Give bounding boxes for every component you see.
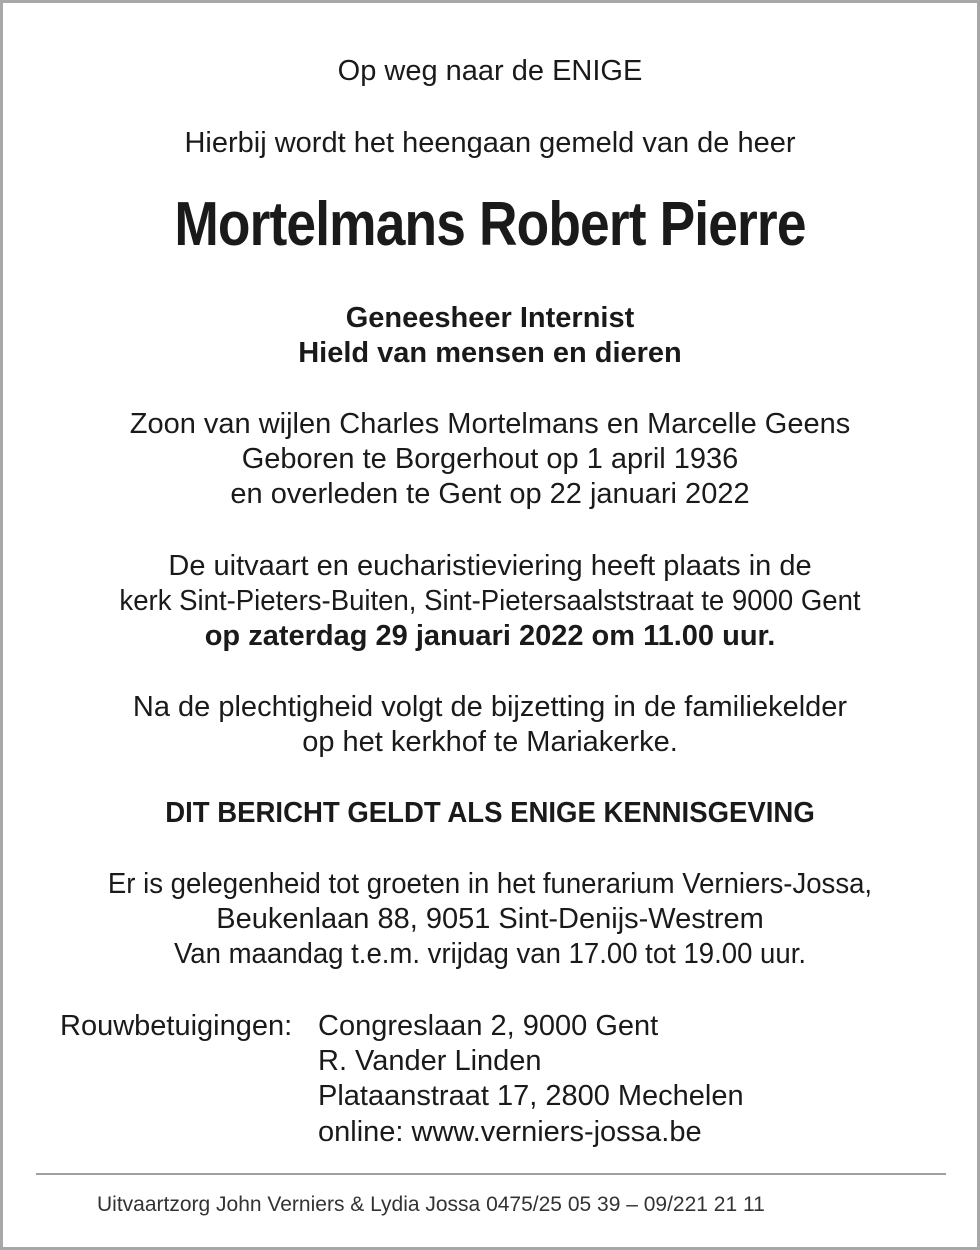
intro-text: Op weg naar de ENIGE	[337, 55, 643, 87]
funeral-datetime: op zaterdag 29 januari 2022 om 11.00 uur.	[204, 620, 776, 652]
condolences-online: online: www.verniers-jossa.be	[318, 1116, 702, 1148]
parents-text: Zoon van wijlen Charles Mortelmans en Marcelle Geens	[129, 408, 851, 440]
funeral-text-1: De uitvaart en eucharistieviering heeft plaats in de	[168, 550, 812, 582]
interment-text-1: Na de plechtigheid volgt de bijzetting in de familiekelder	[132, 691, 848, 723]
birth-text: Geboren te Borgerhout op 1 april 1936	[241, 443, 739, 475]
funeral-text-2: kerk Sint-Pieters-Buiten, Sint-Pietersaalststraat te 9000 Gent	[119, 585, 861, 617]
only-notice-heading: DIT BERICHT GELDT ALS ENIGE KENNISGEVING	[165, 797, 815, 829]
profession-text: Geneesheer Internist	[345, 302, 635, 334]
condolences-address-1: Congreslaan 2, 9000 Gent	[318, 1010, 659, 1042]
footer-funeral-home: Uitvaartzorg John Verniers & Lydia Jossa 0475/25 05 39 – 09/221 21 11	[97, 1193, 765, 1216]
condolences-label: Rouwbetuigingen:	[60, 1010, 293, 1042]
visitation-text-3: Van maandag t.e.m. vrijdag van 17.00 tot 19.00 uur.	[173, 938, 807, 970]
deceased-name: Mortelmans Robert Pierre	[174, 190, 806, 259]
visitation-text-2: Beukenlaan 88, 9051 Sint-Denijs-Westrem	[216, 903, 764, 935]
footer-divider	[36, 1173, 946, 1175]
condolences-address-3: Plataanstraat 17, 2800 Mechelen	[318, 1080, 744, 1112]
announcement-text: Hierbij wordt het heengaan gemeld van de heer	[184, 127, 796, 159]
condolences-address-2: R. Vander Linden	[318, 1045, 542, 1077]
characteristic-text: Hield van mensen en dieren	[298, 337, 682, 369]
visitation-text-1: Er is gelegenheid tot groeten in het funerarium Verniers-Jossa,	[107, 868, 873, 900]
interment-text-2: op het kerkhof te Mariakerke.	[302, 726, 678, 758]
death-text: en overleden te Gent op 22 januari 2022	[230, 478, 750, 510]
